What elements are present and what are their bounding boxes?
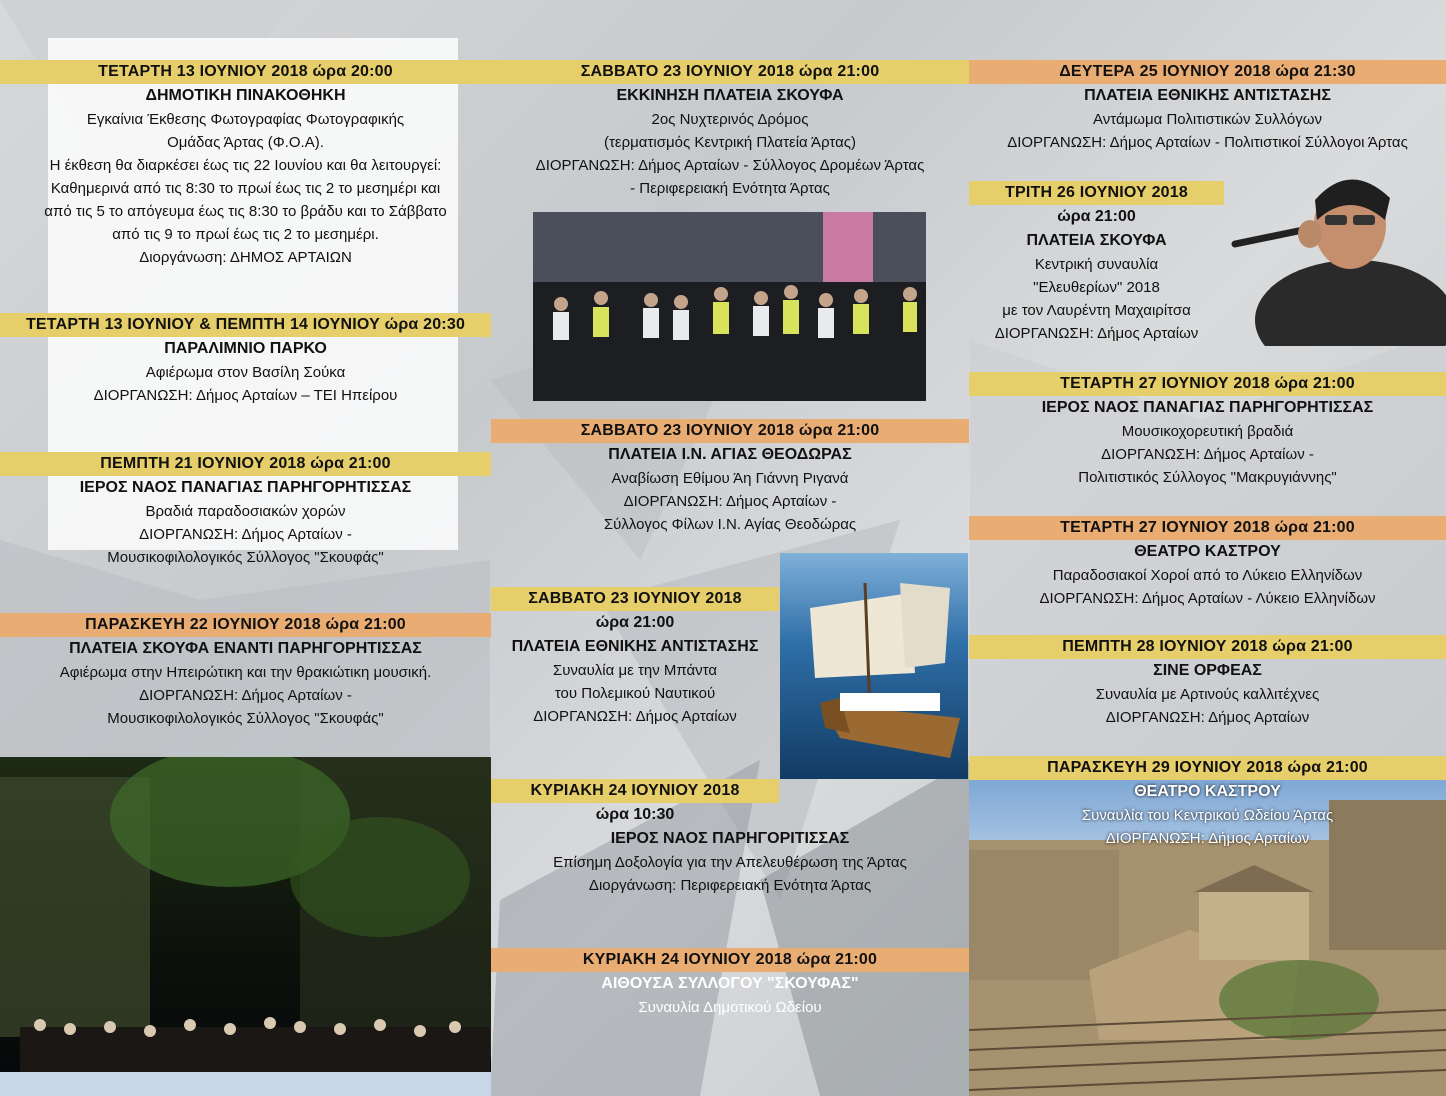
- event-date-bar: ΣΑΒΒΑΤΟ 23 ΙΟΥΝΙΟΥ 2018 ώρα 21:00: [491, 419, 969, 443]
- event-venue: ΙΕΡΟΣ ΝΑΟΣ ΠΑΝΑΓΙΑΣ ΠΑΡΗΓΟΡΗΤΙΣΣΑΣ: [79, 479, 412, 496]
- event-card: [491, 779, 969, 897]
- event-line: Παραδοσιακοί Χοροί από το Λύκειο Ελληνίδων: [1052, 567, 1363, 584]
- event-line: ΔΙΟΡΓΑΝΩΣΗ: Δήμος Αρταίων -: [139, 526, 352, 543]
- event-card: [491, 587, 779, 728]
- event-venue: ΘΕΑΤΡΟ ΚΑΣΤΡΟΥ: [1134, 783, 1281, 800]
- event-line: Ομάδας Άρτας (Φ.Ο.Α).: [167, 134, 324, 151]
- event-line: Η έκθεση θα διαρκέσει έως τις 22 Ιουνίου και θα λειτουργεί:: [49, 157, 442, 174]
- event-line: (τερματισμός Κεντρική Πλατεία Άρτας): [603, 134, 857, 151]
- event-line: Καθημερινά από τις 8:30 το πρωί έως τις 2 το μεσημέρι και: [50, 180, 441, 197]
- event-card: [491, 419, 969, 536]
- event-card: [969, 181, 1224, 345]
- event-venue: ΘΕΑΤΡΟ ΚΑΣΤΡΟΥ: [1134, 543, 1281, 560]
- event-line: Συναυλία του Κεντρικού Ωδείου Άρτας: [1081, 807, 1334, 824]
- event-line: "Ελευθερίων" 2018: [1033, 279, 1160, 296]
- event-line: Μουσικοφιλολογικός Σύλλογος "Σκουφάς": [107, 549, 384, 566]
- event-line: από τις 5 το απόγευμα έως τις 8:30 το βράδυ και το Σάββατο: [44, 203, 447, 220]
- event-line: με τον Λαυρέντη Μαχαιρίτσα: [1002, 302, 1191, 319]
- event-time: ώρα 21:00: [595, 614, 675, 631]
- event-line: Συναυλία Δημοτικού Ωδείου: [638, 999, 822, 1016]
- event-line: ΔΙΟΡΓΑΝΩΣΗ: Δήμος Αρταίων: [533, 708, 737, 725]
- event-line: Επίσημη Δοξολογία για την Απελευθέρωση της Άρτας: [553, 854, 907, 871]
- ship-photo: [780, 553, 968, 779]
- event-date-bar: ΚΥΡΙΑΚΗ 24 ΙΟΥΝΙΟΥ 2018: [491, 779, 779, 803]
- event-venue: ΙΕΡΟΣ ΝΑΟΣ ΠΑΡΗΓΟΡΙΤΙΣΣΑΣ: [610, 830, 850, 847]
- event-card: [0, 613, 491, 730]
- event-date-bar: ΤΕΤΑΡΤΗ 27 ΙΟΥΝΙΟΥ 2018 ώρα 21:00: [969, 372, 1446, 396]
- event-line: ΔΙΟΡΓΑΝΩΣΗ: Δήμος Αρταίων - Σύλλογος Δρομέων Άρτας: [535, 157, 925, 174]
- event-line: Μουσικοχορευτική βραδιά: [1121, 423, 1294, 440]
- event-line: 2ος Νυχτερινός Δρόμος: [651, 111, 809, 128]
- event-card: [969, 756, 1446, 850]
- event-venue: ΠΑΡΑΛΙΜΝΙΟ ΠΑΡΚΟ: [164, 340, 327, 357]
- event-line: Διοργάνωση: Περιφερειακή Ενότητα Άρτας: [588, 877, 872, 894]
- event-line: Εγκαίνια Έκθεσης Φωτογραφίας Φωτογραφικής: [86, 111, 405, 128]
- event-line: Μουσικοφιλολογικός Σύλλογος "Σκουφάς": [107, 710, 384, 727]
- event-card: [969, 635, 1446, 729]
- event-line: ΔΙΟΡΓΑΝΩΣΗ: Δήμος Αρταίων -: [623, 493, 837, 510]
- event-line: ΔΙΟΡΓΑΝΩΣΗ: Δήμος Αρταίων: [994, 325, 1199, 342]
- event-line: Αφιέρωμα στον Βασίλη Σούκα: [145, 364, 346, 381]
- event-date-bar: ΔΕΥΤΕΡΑ 25 ΙΟΥΝΙΟΥ 2018 ώρα 21:30: [969, 60, 1446, 84]
- event-line: Σύλλογος Φίλων Ι.Ν. Αγίας Θεοδώρας: [603, 516, 857, 533]
- event-venue: ΠΛΑΤΕΙΑ ΣΚΟΥΦΑ ΕΝΑΝΤΙ ΠΑΡΗΓΟΡΗΤΙΣΣΑΣ: [69, 640, 422, 657]
- event-venue: ΠΛΑΤΕΙΑ ΕΘΝΙΚΗΣ ΑΝΤΙΣΤΑΣΗΣ: [1084, 87, 1331, 104]
- event-venue: ΔΗΜΟΤΙΚΗ ΠΙΝΑΚΟΘΗΚΗ: [145, 87, 346, 104]
- event-line: του Πολεμικού Ναυτικού: [554, 685, 716, 702]
- event-card: [969, 516, 1446, 610]
- event-venue: ΠΛΑΤΕΙΑ ΣΚΟΥΦΑ: [1026, 232, 1167, 249]
- event-line: Συναυλία με την Μπάντα: [552, 662, 718, 679]
- event-line: Κεντρική συναυλία: [1034, 256, 1159, 273]
- event-line: Αναβίωση Εθίμου Άη Γιάννη Ριγανά: [611, 470, 849, 487]
- event-date-bar: ΠΕΜΠΤΗ 28 ΙΟΥΝΙΟΥ 2018 ώρα 21:00: [969, 635, 1446, 659]
- event-date-bar: ΤΕΤΑΡΤΗ 13 ΙΟΥΝΙΟΥ & ΠΕΜΠΤΗ 14 ΙΟΥΝΙΟΥ ώρα 20:30: [0, 313, 491, 337]
- event-card: [969, 372, 1446, 489]
- event-card: [0, 313, 491, 407]
- event-card: [491, 60, 969, 200]
- event-line: Πολιτιστικός Σύλλογος "Μακρυγιάννης": [1078, 469, 1337, 486]
- event-line: - Περιφερειακή Ενότητα Άρτας: [630, 180, 830, 197]
- event-date-bar: ΣΑΒΒΑΤΟ 23 ΙΟΥΝΙΟΥ 2018: [491, 587, 779, 611]
- event-line: ΔΙΟΡΓΑΝΩΣΗ: Δήμος Αρταίων - Λύκειο Ελληνίδων: [1039, 590, 1376, 607]
- event-date-bar: ΠΑΡΑΣΚΕΥΗ 29 ΙΟΥΝΙΟΥ 2018 ώρα 21:00: [969, 756, 1446, 780]
- event-line: Διοργάνωση: ΔΗΜΟΣ ΑΡΤΑΙΩΝ: [139, 249, 352, 266]
- night-run-photo: [533, 212, 926, 401]
- event-time: ώρα 21:00: [1057, 208, 1136, 225]
- event-venue: ΠΛΑΤΕΙΑ Ι.Ν. ΑΓΙΑΣ ΘΕΟΔΩΡΑΣ: [608, 446, 852, 463]
- event-date-bar: ΣΑΒΒΑΤΟ 23 ΙΟΥΝΙΟΥ 2018 ώρα 21:00: [491, 60, 969, 84]
- event-line: ΔΙΟΡΓΑΝΩΣΗ: Δήμος Αρταίων: [1105, 709, 1310, 726]
- event-date-bar: ΚΥΡΙΑΚΗ 24 ΙΟΥΝΙΟΥ 2018 ώρα 21:00: [491, 948, 969, 972]
- event-line: ΔΙΟΡΓΑΝΩΣΗ: Δήμος Αρταίων – ΤΕΙ Ηπείρου: [93, 387, 398, 404]
- event-card: [0, 452, 491, 569]
- event-line: Αφιέρωμα στην Ηπειρώτικη και την θρακιώτικη μουσική.: [59, 664, 432, 681]
- concert-photo: [0, 757, 491, 1096]
- event-line: ΔΙΟΡΓΑΝΩΣΗ: Δήμος Αρταίων - Πολιτιστικοί Σύλλογοι Άρτας: [1007, 134, 1408, 151]
- event-line: Αντάμωμα Πολιτιστικών Συλλόγων: [1093, 111, 1322, 128]
- event-card: [969, 60, 1446, 154]
- event-line: ΔΙΟΡΓΑΝΩΣΗ: Δήμος Αρταίων -: [139, 687, 352, 704]
- event-venue: ΠΛΑΤΕΙΑ ΕΘΝΙΚΗΣ ΑΝΤΙΣΤΑΣΗΣ: [511, 638, 759, 655]
- event-line: ΔΙΟΡΓΑΝΩΣΗ: Δήμος Αρταίων: [1105, 830, 1310, 847]
- event-date-bar: ΤΕΤΑΡΤΗ 13 ΙΟΥΝΙΟΥ 2018 ώρα 20:00: [0, 60, 491, 84]
- event-venue: ΕΚΚΙΝΗΣΗ ΠΛΑΤΕΙΑ ΣΚΟΥΦΑ: [616, 87, 844, 104]
- event-venue: ΣΙΝΕ ΟΡΦΕΑΣ: [1153, 662, 1262, 679]
- event-line: Συναυλία με Αρτινούς καλλιτέχνες: [1095, 686, 1320, 703]
- event-date-bar: ΤΡΙΤΗ 26 ΙΟΥΝΙΟΥ 2018: [969, 181, 1224, 205]
- event-card: [491, 948, 969, 1019]
- event-date-bar: ΤΕΤΑΡΤΗ 27 ΙΟΥΝΙΟΥ 2018 ώρα 21:00: [969, 516, 1446, 540]
- event-line: ΔΙΟΡΓΑΝΩΣΗ: Δήμος Αρταίων -: [1101, 446, 1314, 463]
- singer-photo: [1225, 160, 1446, 346]
- event-venue: ΙΕΡΟΣ ΝΑΟΣ ΠΑΝΑΓΙΑΣ ΠΑΡΗΓΟΡΗΤΙΣΣΑΣ: [1041, 399, 1374, 416]
- event-line: από τις 9 το πρωί έως τις 2 το μεσημέρι.: [112, 226, 379, 243]
- event-venue: ΑΙΘΟΥΣΑ ΣΥΛΛΟΓΟΥ "ΣΚΟΥΦΑΣ": [601, 975, 859, 992]
- event-line: Βραδιά παραδοσιακών χορών: [145, 503, 346, 520]
- event-date-bar: ΠΕΜΠΤΗ 21 ΙΟΥΝΙΟΥ 2018 ώρα 21:00: [0, 452, 491, 476]
- event-date-bar: ΠΑΡΑΣΚΕΥΗ 22 ΙΟΥΝΙΟΥ 2018 ώρα 21:00: [0, 613, 491, 637]
- event-time: ώρα 10:30: [595, 806, 675, 823]
- event-card: [0, 60, 491, 269]
